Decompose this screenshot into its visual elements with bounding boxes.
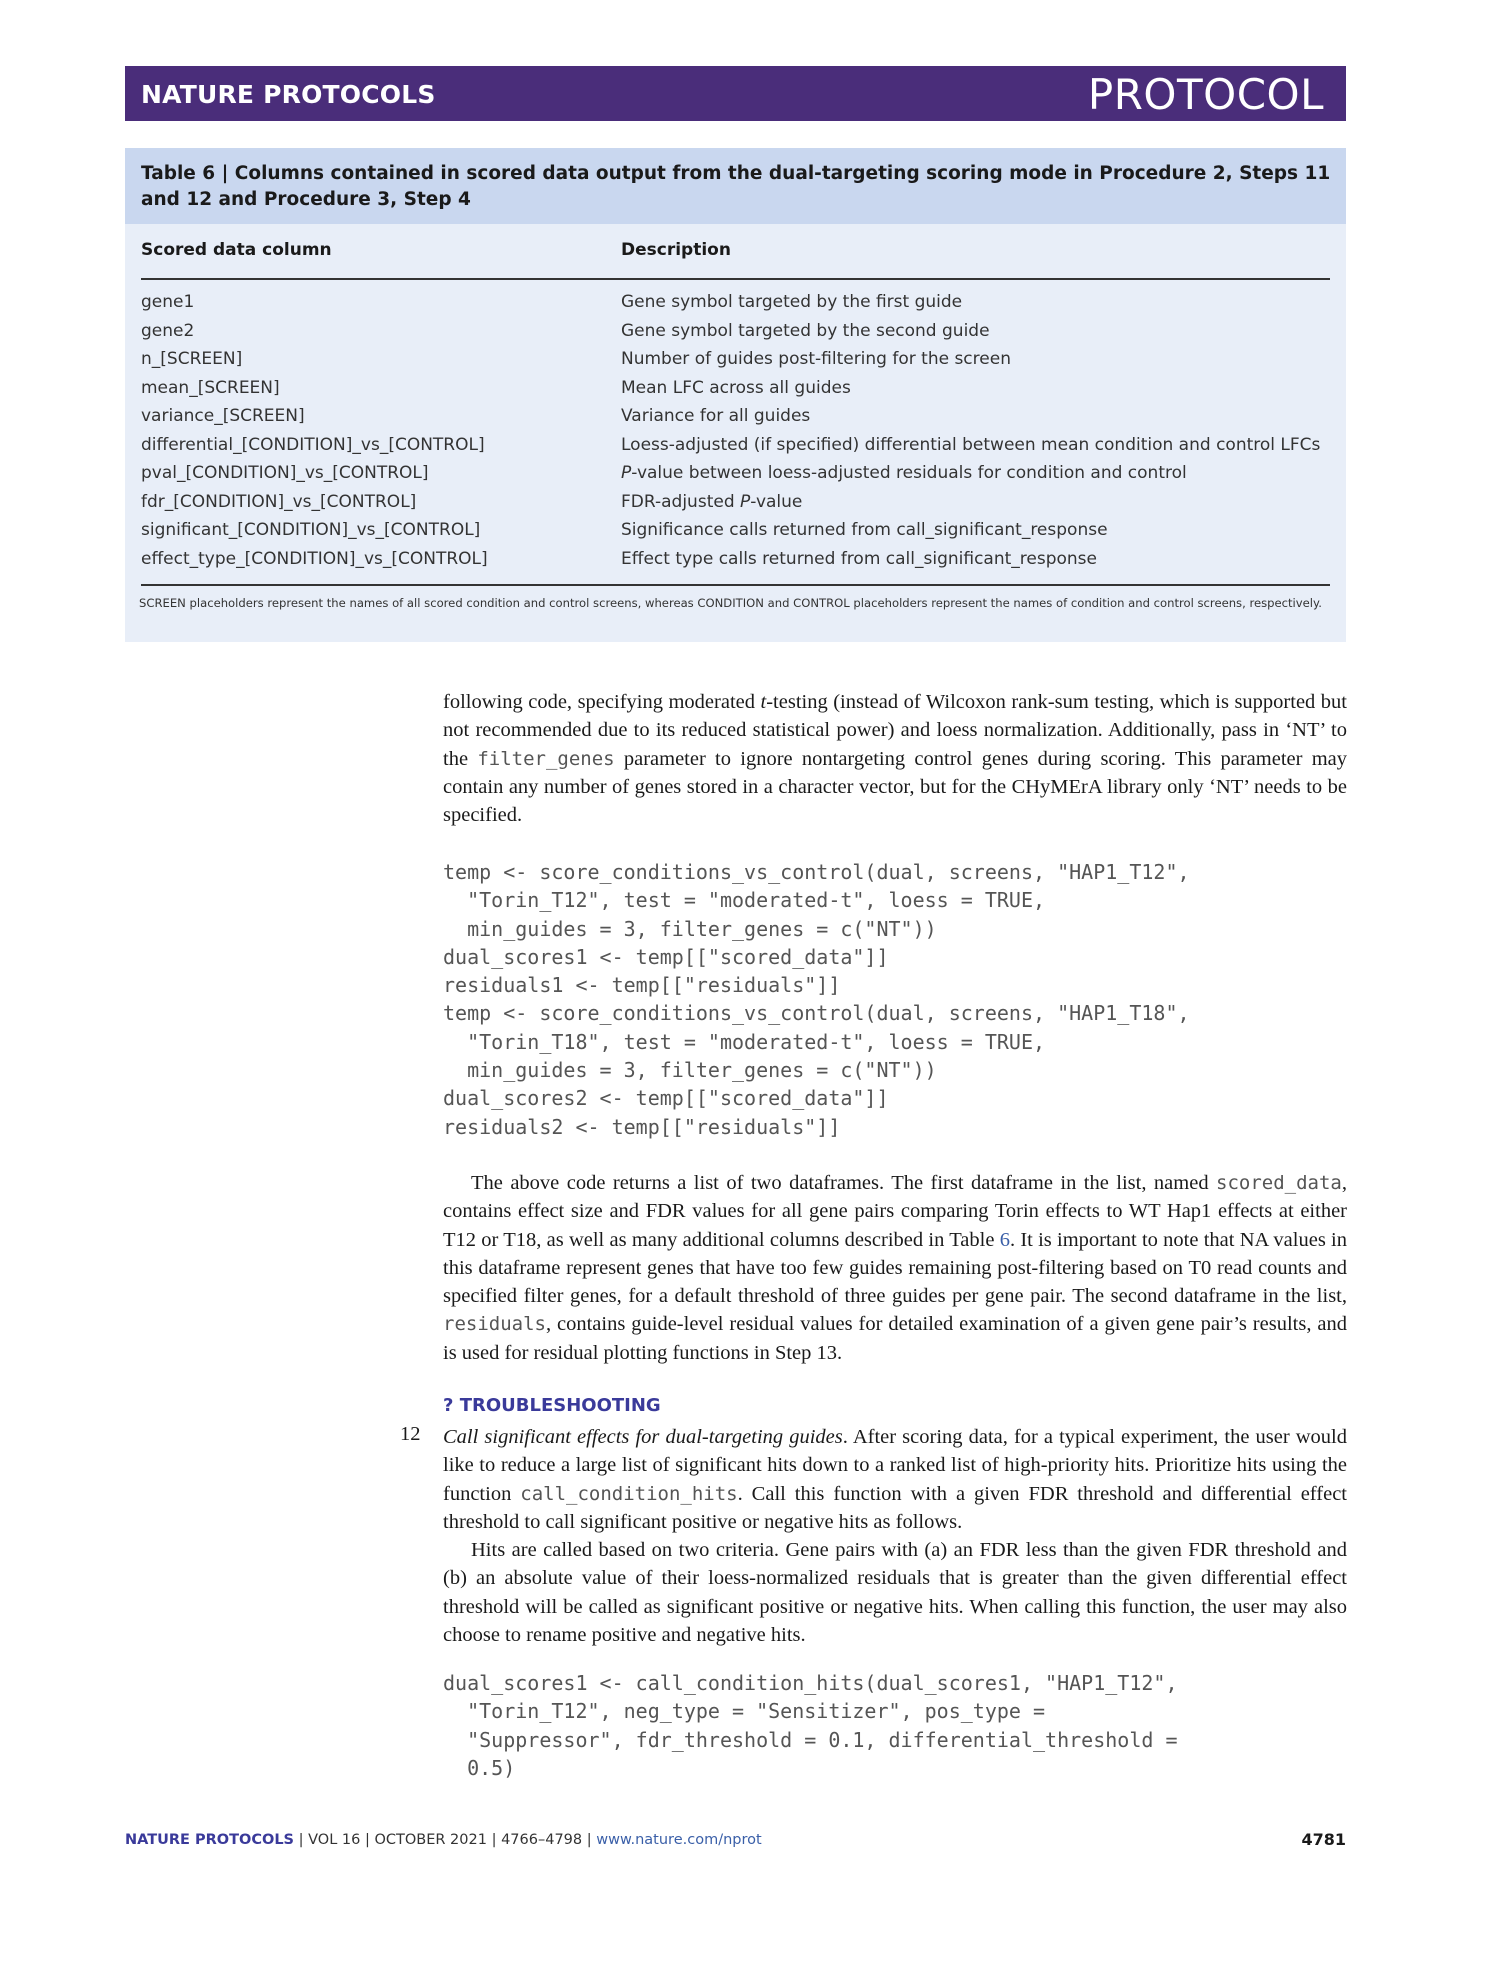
inline-code: scored_data xyxy=(1216,1172,1342,1194)
table-caption-bar xyxy=(125,148,1346,224)
row-description: Significance calls returned from call_significant_response xyxy=(621,520,1108,540)
row-description: Mean LFC across all guides xyxy=(621,377,851,398)
row-description: P-value between loess-adjusted residuals for condition and control xyxy=(621,463,1187,483)
table-header-rule xyxy=(141,278,1330,280)
row-column-name: mean_[SCREEN] xyxy=(141,377,280,398)
col2-header: Description xyxy=(621,240,731,260)
paragraph-filter-genes: following code, specifying moderated t-testing (instead of Wilcoxon rank-sum testing, which is supported but not recommended due to its reduced statistical power) and loess normalization. Additionally, pass in ‘NT’ to the filter_genes parameter to ignore nontargeting control genes during scoring. This parameter may contain any number of genes stored in a character vector, but for the CHyMErA library only ‘NT’ needs to be specified. xyxy=(443,691,1348,827)
row-column-name: effect_type_[CONDITION]_vs_[CONTROL] xyxy=(141,548,488,569)
row-column-name: differential_[CONDITION]_vs_[CONTROL] xyxy=(141,434,485,455)
footer-pages: 4766–4798 xyxy=(501,1832,583,1848)
table-row xyxy=(125,549,1346,577)
row-column-name: gene1 xyxy=(141,292,195,312)
inline-code: filter_genes xyxy=(477,747,615,770)
table-row xyxy=(125,520,1346,548)
code-block-score: temp <- score_conditions_vs_control(dual, screens, "HAP1_T12", "Torin_T12", test = "moderated-t", loess = TRUE, min_guides = 3, filter_genes = c("NT")) dual_scores1 <- temp[["scored_data"]] residuals1 <- temp[["residuals"]] temp <- score_conditions_vs_control(dual, screens, "HAP1_T18", "Torin_T18", test = "moderated-t", loess = TRUE, min_guides = 3, filter_genes = c("NT")) dual_scores2 <- temp[["scored_data"]] residuals2 <- temp[["residuals"]] xyxy=(443,860,1190,1139)
journal-name: NATURE PROTOCOLS xyxy=(141,80,436,109)
col1-header: Scored data column xyxy=(141,240,332,260)
row-description: Variance for all guides xyxy=(621,406,811,426)
article-type: PROTOCOL xyxy=(1087,70,1324,119)
footer-volume: VOL 16 xyxy=(308,1832,361,1848)
table-row xyxy=(125,463,1346,491)
row-column-name: fdr_[CONDITION]_vs_[CONTROL] xyxy=(141,491,417,512)
table-row xyxy=(125,378,1346,406)
footer-url[interactable]: www.nature.com/nprot xyxy=(596,1832,762,1848)
row-column-name: gene2 xyxy=(141,320,195,341)
inline-code: residuals xyxy=(443,1313,546,1336)
footer-date: OCTOBER 2021 xyxy=(374,1832,487,1848)
troubleshooting-link[interactable]: ? TROUBLESHOOTING xyxy=(443,1395,661,1416)
paragraph-criteria: Hits are called based on two criteria. Gene pairs with (a) an FDR less than the given FDR threshold and (b) an absolute value of their loess-normalized residuals that is greater than the given differential effect threshold will be called as significant positive or negative hits. When calling this function, the user may also choose to rename positive and negative hits. xyxy=(443,1539,1347,1647)
footer-journal: NATURE PROTOCOLS xyxy=(125,1832,295,1848)
row-description: Effect type calls returned from call_significant_response xyxy=(621,548,1097,569)
row-description: Number of guides post-filtering for the screen xyxy=(621,349,1011,369)
page-number: 4781 xyxy=(1301,1830,1346,1849)
table-6 xyxy=(125,148,1346,642)
row-description: Loess-adjusted (if specified) differential between mean condition and control LFCs xyxy=(621,434,1321,455)
row-description: Gene symbol targeted by the second guide xyxy=(621,320,990,341)
row-column-name: significant_[CONDITION]_vs_[CONTROL] xyxy=(141,520,481,540)
page-footer: NATURE PROTOCOLS | VOL 16 | OCTOBER 2021 | 4766–4798 | www.nature.com/nprot xyxy=(125,1832,762,1848)
table-row xyxy=(125,292,1346,320)
code-block-call-hits: dual_scores1 <- call_condition_hits(dual_scores1, "HAP1_T12", "Torin_T12", neg_type = "Sensitizer", pos_type = "Suppressor", fdr_threshold = 0.1, differential_threshold = 0.5) xyxy=(443,1671,1178,1780)
table-row xyxy=(125,321,1346,349)
table-row xyxy=(125,349,1346,377)
inline-code: call_condition_hits xyxy=(520,1482,738,1505)
row-column-name: n_[SCREEN] xyxy=(141,349,243,369)
row-column-name: pval_[CONDITION]_vs_[CONTROL] xyxy=(141,463,429,483)
row-column-name: variance_[SCREEN] xyxy=(141,406,305,426)
table-row xyxy=(125,492,1346,520)
paragraph-step-12: Call significant effects for dual-targeting guides. After scoring data, for a typical experiment, the user would like to reduce a large list of significant hits down to a ranked list of high-priority hits. Prioritize hits using the function call_condition_hits. Call this function with a given FDR threshold and differential effect threshold to call significant positive or negative hits as follows. Hits are called based on two criteria. Gene pairs with (a) an FDR less than the given FDR threshold and (b) an absolute value of their loess-normalized residuals that is greater than the given differential effect threshold will be called as significant positive or negative hits. When calling this function, the user may also choose to rename positive and negative hits. xyxy=(443,1423,1347,1649)
row-description: Gene symbol targeted by the first guide xyxy=(621,292,963,312)
step-number: 12 xyxy=(400,1423,421,1445)
table-reference-link[interactable]: 6 xyxy=(999,1228,1010,1251)
step-title: Call significant effects for dual-targeting guides xyxy=(443,1426,843,1448)
paragraph-dataframes: The above code returns a list of two dataframes. The first dataframe in the list, named scored_data, contains effect size and FDR values for all gene pairs comparing Torin effects to WT Hap1 effects at either T12 or T18, as well as many additional columns described in Table 6. It is important to note that NA values in this dataframe represent genes that have too few guides remaining post-filtering based on T0 read counts and specified filter genes, for a default threshold of three guides per gene pair. The second dataframe in the list, residuals, contains guide-level residual values for detailed examination of a given gene pair’s results, and is used for residual plotting functions in Step 13. xyxy=(443,1172,1347,1364)
table-caption: Table 6 | Columns contained in scored data output from the dual-targeting scoring mode in Procedure 2, Steps 11 and 12 and Procedure 3, Step 4 xyxy=(141,163,1331,210)
row-description: FDR-adjusted P-value xyxy=(621,491,803,512)
table-row xyxy=(125,406,1346,434)
table-bottom-rule xyxy=(141,584,1330,586)
table-row xyxy=(125,435,1346,463)
table-footnote: SCREEN placeholders represent the names of all scored condition and control screens, whereas CONDITION and CONTROL placeholders represent the names of condition and control screens, respectively. xyxy=(139,596,1322,610)
journal-header xyxy=(125,66,1346,121)
